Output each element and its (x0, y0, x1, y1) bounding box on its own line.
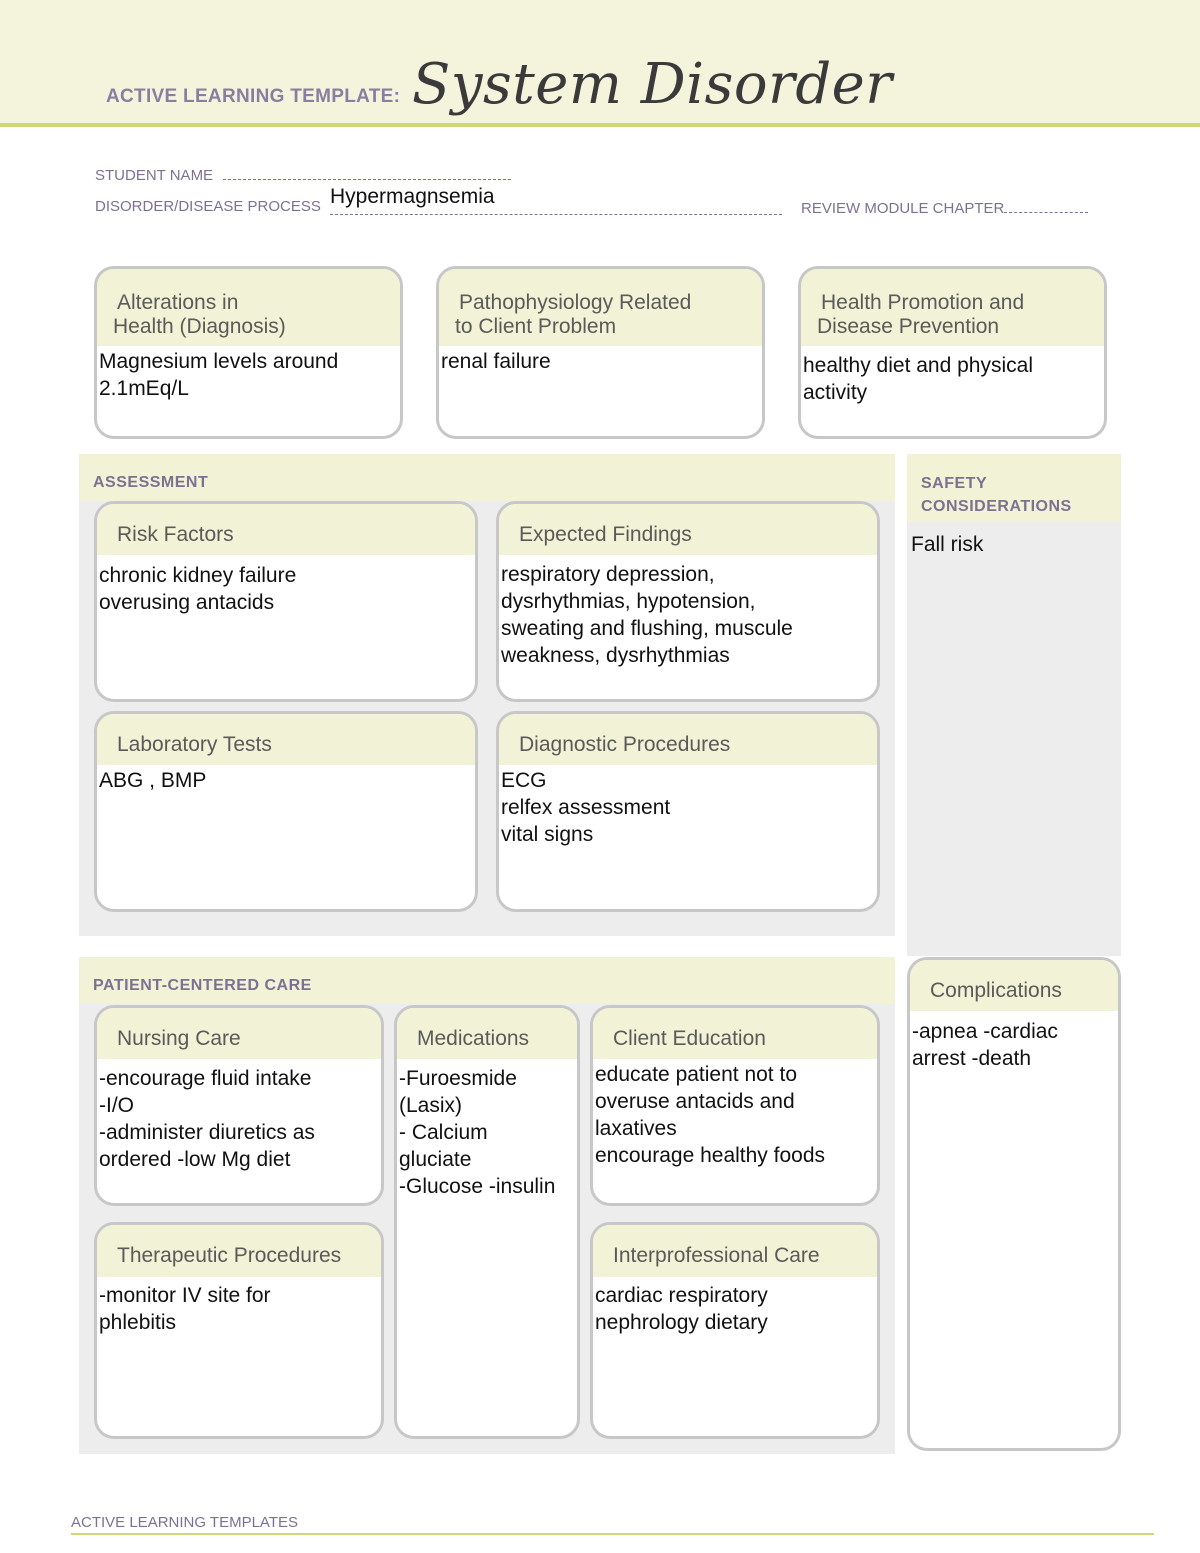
client-education-content[interactable]: educate patient not to overuse antacids and laxatives encourage healthy foods (595, 1063, 826, 1167)
medications-content[interactable]: -Furoesmide (Lasix) - Calcium gluciate -Glucose -insulin (399, 1067, 556, 1198)
risk-factors-title: Risk Factors (97, 504, 475, 555)
safety-heading-line1: SAFETY (921, 475, 988, 492)
alterations-title-line2: Health (Diagnosis) (113, 315, 286, 338)
laboratory-tests-title: Laboratory Tests (97, 714, 475, 765)
nursing-care-content[interactable]: -encourage fluid intake -I/O -administer diuretics as ordered -low Mg diet (99, 1067, 315, 1171)
pathophysiology-title (439, 269, 762, 346)
interprofessional-care-box (590, 1222, 880, 1439)
complications-content[interactable]: -apnea -cardiac arrest -death (912, 1020, 1058, 1070)
health-promotion-box (798, 266, 1107, 439)
safety-content[interactable]: Fall risk (911, 533, 984, 556)
health-promotion-content[interactable]: healthy diet and physical activity (803, 354, 1033, 404)
client-education-title: Client Education (593, 1008, 877, 1059)
risk-factors-box (94, 501, 478, 702)
health-promotion-title-line1: Health Promotion and (821, 291, 1025, 314)
disorder-label: DISORDER/DISEASE PROCESS (95, 198, 321, 215)
alterations-box (94, 266, 403, 439)
template-label: ACTIVE LEARNING TEMPLATE: (106, 86, 401, 107)
student-name-field[interactable] (223, 165, 511, 180)
laboratory-tests-box (94, 711, 478, 912)
interprofessional-care-title: Interprofessional Care (593, 1225, 877, 1277)
medications-title: Medications (397, 1008, 577, 1059)
health-promotion-title (801, 269, 1104, 346)
client-education-box (590, 1005, 880, 1206)
assessment-heading: ASSESSMENT (79, 454, 895, 501)
disorder-value[interactable]: Hypermagnsemia (330, 185, 495, 208)
medications-box (394, 1005, 580, 1439)
risk-factors-content[interactable]: chronic kidney failure overusing antacids (99, 564, 297, 614)
diagnostic-procedures-content[interactable]: ECG relfex assessment vital signs (501, 769, 671, 846)
footer-divider (71, 1533, 1154, 1535)
review-module-field[interactable] (1004, 198, 1088, 213)
pathophysiology-title-line1: Pathophysiology Related (459, 291, 692, 314)
footer-text: ACTIVE LEARNING TEMPLATES (71, 1514, 298, 1531)
safety-panel (907, 454, 1121, 956)
template-title: System Disorder (412, 52, 893, 117)
nursing-care-title: Nursing Care (97, 1008, 381, 1059)
therapeutic-procedures-title: Therapeutic Procedures (97, 1225, 381, 1277)
alterations-title (97, 269, 400, 346)
pathophysiology-content[interactable]: renal failure (441, 350, 551, 373)
laboratory-tests-content[interactable]: ABG , BMP (99, 769, 207, 792)
safety-heading (907, 454, 1121, 522)
diagnostic-procedures-box (496, 711, 880, 912)
therapeutic-procedures-content[interactable]: -monitor IV site for phlebitis (99, 1284, 271, 1334)
expected-findings-box (496, 501, 880, 702)
review-module-label: REVIEW MODULE CHAPTER (801, 200, 1005, 217)
diagnostic-procedures-title: Diagnostic Procedures (499, 714, 877, 765)
interprofessional-care-content[interactable]: cardiac respiratory nephrology dietary (595, 1284, 768, 1334)
alterations-title-line1: Alterations in (117, 291, 239, 314)
header-divider (0, 123, 1200, 127)
student-name-label: STUDENT NAME (95, 167, 214, 184)
safety-heading-line2: CONSIDERATIONS (921, 498, 1072, 515)
complications-box (907, 957, 1121, 1451)
pathophysiology-box (436, 266, 765, 439)
student-name-row (95, 165, 511, 184)
health-promotion-title-line2: Disease Prevention (817, 315, 1000, 338)
complications-title: Complications (910, 960, 1118, 1011)
patient-centered-care-heading: PATIENT-CENTERED CARE (79, 957, 895, 1004)
expected-findings-content[interactable]: respiratory depression, dysrhythmias, hypotension, sweating and flushing, muscule weakness, dysrhythmias (501, 563, 793, 667)
pathophysiology-title-line2: to Client Problem (455, 315, 617, 338)
expected-findings-title: Expected Findings (499, 504, 877, 555)
therapeutic-procedures-box (94, 1222, 384, 1439)
alterations-content[interactable]: Magnesium levels around 2.1mEq/L (99, 350, 339, 400)
nursing-care-box (94, 1005, 384, 1206)
review-module-row (801, 198, 1088, 217)
